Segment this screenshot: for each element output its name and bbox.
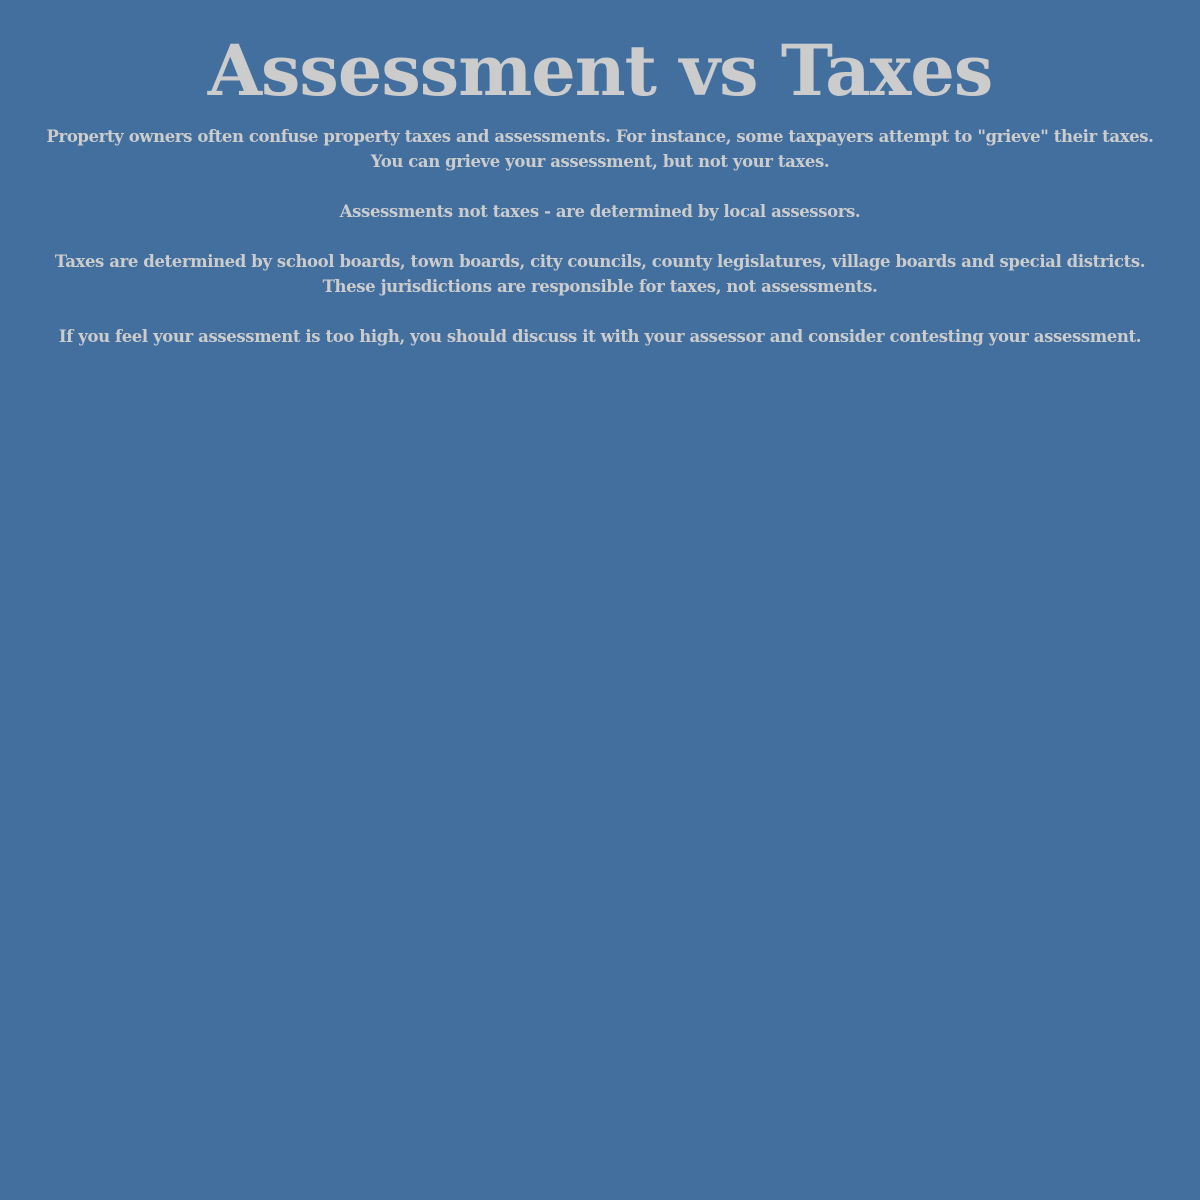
paragraph-line: Taxes are determined by school boards, town boards, city councils, county legislatures, village boards and special districts. — [54, 252, 1146, 271]
paragraph-assessors — [0, 199, 1200, 224]
paragraph-line: If you feel your assessment is too high, you should discuss it with your assessor and consider contesting your assessment. — [58, 327, 1142, 346]
page-title: Assessment vs Taxes — [207, 29, 993, 112]
paragraph-line: Property owners often confuse property taxes and assessments. For instance, some taxpayers attempt to "grieve" their taxes. — [46, 127, 1154, 146]
paragraph-contesting — [0, 324, 1200, 349]
paragraph-line: Assessments not taxes - are determined by local assessors. — [339, 202, 861, 221]
paragraph-line: These jurisdictions are responsible for taxes, not assessments. — [322, 277, 878, 296]
paragraph-confusion — [0, 124, 1200, 174]
content-body — [0, 124, 1200, 349]
paragraph-line: You can grieve your assessment, but not your taxes. — [370, 152, 830, 171]
paragraph-taxing-jurisdictions — [0, 249, 1200, 299]
